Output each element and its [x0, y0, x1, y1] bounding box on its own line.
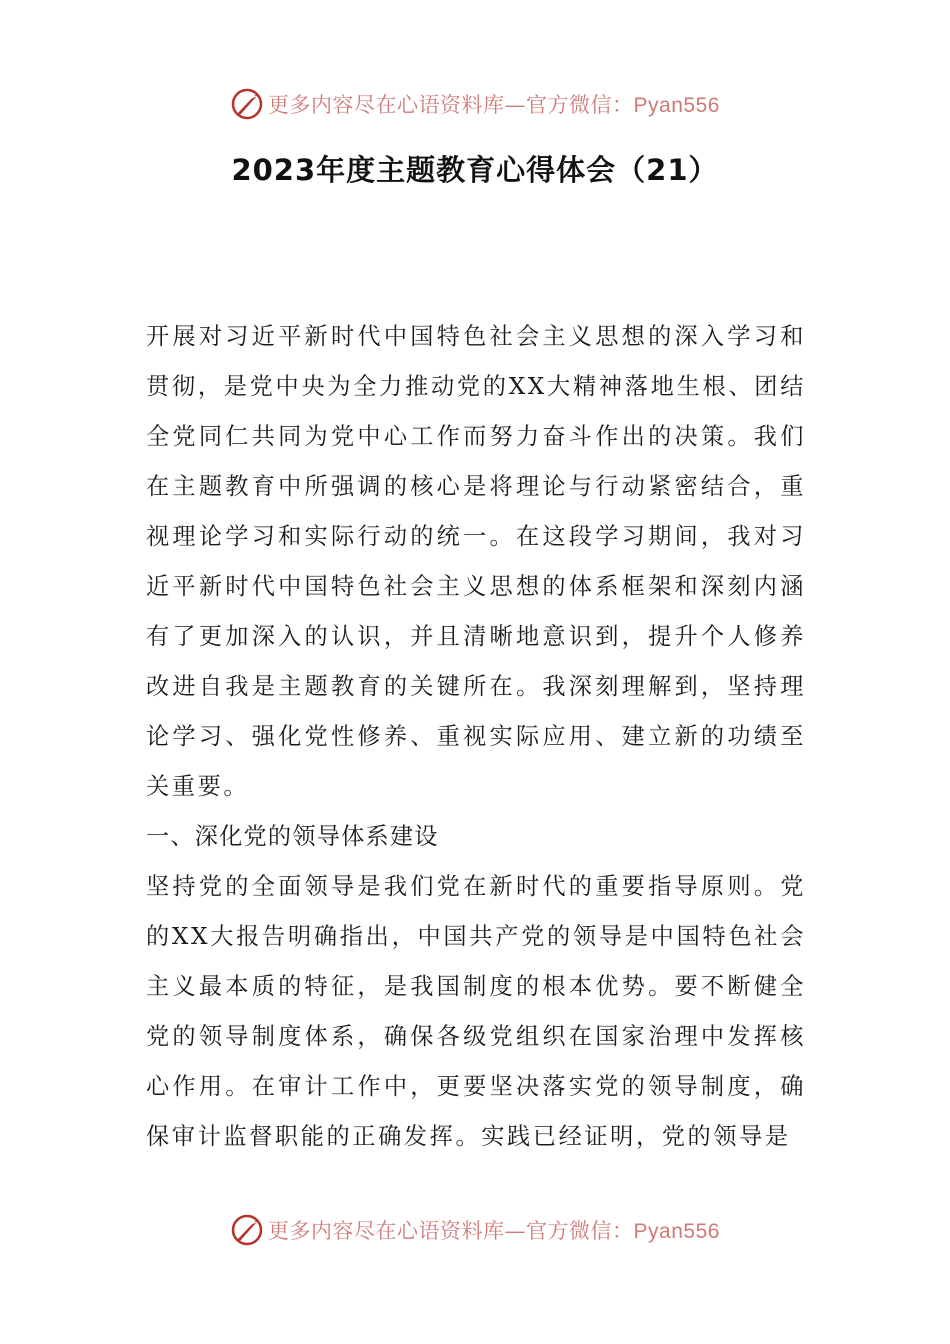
- quill-logo-icon: [230, 1213, 264, 1247]
- section-heading: 一、深化党的领导体系建设: [146, 823, 439, 850]
- header-watermark-banner: [0, 84, 950, 124]
- quill-logo-icon: [230, 87, 264, 121]
- wechat-id: Pyan556: [633, 1220, 720, 1243]
- banner-text: 更多内容尽在心语资料库—官方微信：Pyan556: [268, 93, 720, 117]
- document-title: 2023年度主题教育心得体会（21）: [231, 153, 719, 187]
- intro-paragraph: 开展对习近平新时代中国特色社会主义思想的深入学习和贯彻，是党中央为全力推动党的XX大精神落地生根、团结全党同仁共同为党中心工作而努力奋斗作出的决策。我们在主题教育中所强调的核心是将理论与行动紧密结合，重视理论学习和实际行动的统一。在这段学习期间，我对习近平新时代中国特色社会主义思想的体系框架和深刻内涵有了更加深入的认识，并且清晰地意识到，提升个人修养改进自我是主题教育的关键所在。我深刻理解到，坚持理论学习、强化党性修养、重视实际应用、建立新的功绩至关重要。: [146, 323, 806, 800]
- wechat-id: Pyan556: [633, 94, 720, 117]
- banner-text: 更多内容尽在心语资料库—官方微信：Pyan556: [268, 1219, 720, 1243]
- section-paragraph: 坚持党的全面领导是我们党在新时代的重要指导原则。党的XX大报告明确指出，中国共产党的领导是中国特色社会主义最本质的特征，是我国制度的根本优势。要不断健全党的领导制度体系，确保各级党组织在国家治理中发挥核心作用。在审计工作中，更要坚决落实党的领导制度，确保审计监督职能的正确发挥。实践已经证明，党的领导是: [146, 873, 806, 1150]
- footer-watermark-banner: [0, 1210, 950, 1250]
- document-body: [146, 312, 806, 1162]
